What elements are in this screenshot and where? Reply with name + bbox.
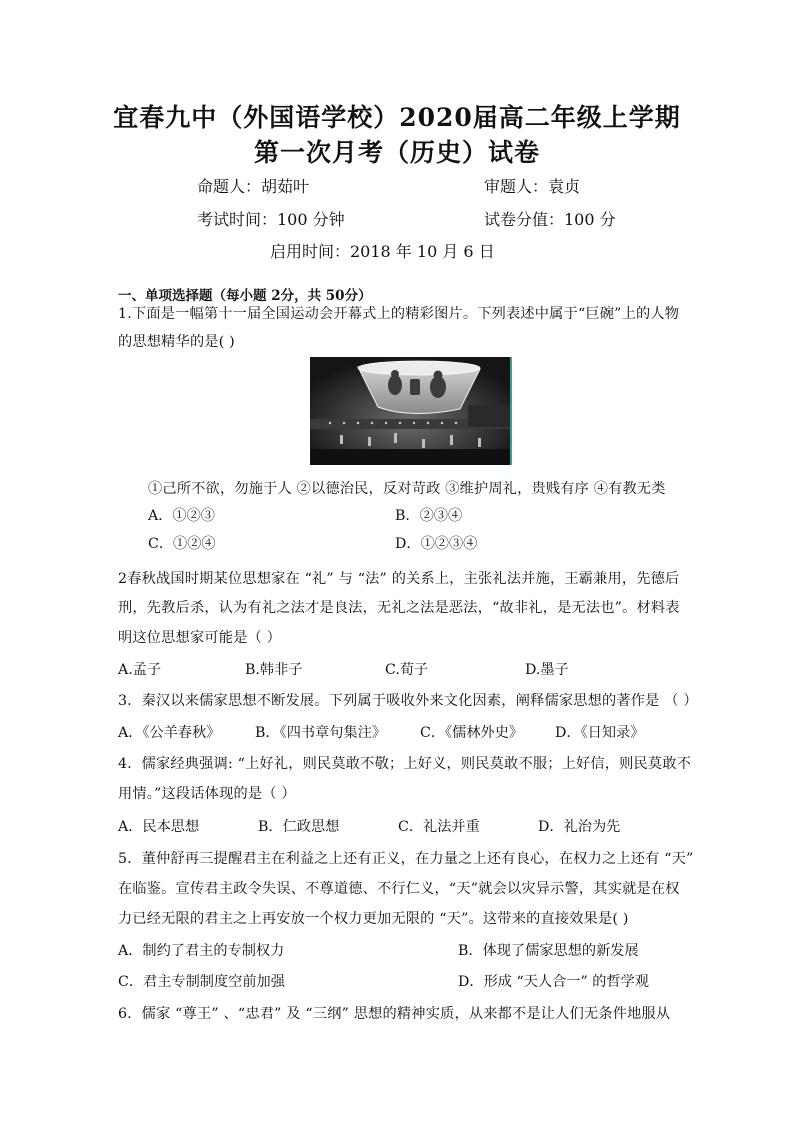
question-5-option-b: B．体现了儒家思想的新发展 <box>458 943 639 959</box>
question-4-option-d: D．礼治为先 <box>538 819 621 835</box>
question-2-option-d: D.墨子 <box>525 662 569 678</box>
question-3-option-c: C．《儒林外史》 <box>420 725 524 741</box>
question-5-option-a: A．制约了君主的专制权力 <box>118 943 285 959</box>
score-info: 试卷分值：100 分 <box>484 210 616 229</box>
question-1-option-a: A．①②③ <box>148 508 215 524</box>
question-4-line-1: 4．儒家经典强调: “上好礼，则民莫敢不敬；上好义，则民莫敢不服；上好信，则民莫敢不 <box>118 756 692 772</box>
question-2-line-1: 2春秋战国时期某位思想家在 “礼” 与 “法” 的关系上，主张礼法并施，王霸兼用，先德后 <box>118 571 680 587</box>
question-3-option-d: D．《日知录》 <box>555 725 645 741</box>
question-1-line-1: 1.下面是一幅第十一届全国运动会开幕式上的精彩图片。下列表述中属于“巨碗”上的人物 <box>118 306 680 322</box>
reviewer-info: 审题人：袁贞 <box>484 177 581 196</box>
question-2-option-a: A.孟子 <box>118 662 162 678</box>
question-5-option-d: D．形成 “天人合一” 的哲学观 <box>458 974 649 990</box>
question-1-line-2: 的思想精华的是( ) <box>118 334 235 350</box>
date-info: 启用时间：2018 年 10 月 6 日 <box>270 242 495 261</box>
question-3-option-a: A．《公羊春秋》 <box>118 725 221 741</box>
question-2-line-3: 明这位思想家可能是（ ） <box>118 630 281 646</box>
photo-illustration <box>310 357 510 465</box>
question-5-line-2: 在临鉴。宣传君主政令失误、不尊道德、不行仁义，“天”就会以灾异示警，其实就是在权 <box>118 881 680 897</box>
question-4-option-a: A．民本思想 <box>118 819 200 835</box>
opening-ceremony-photo <box>310 357 512 465</box>
question-5-line-3: 力已经无限的君主之上再安放一个权力更加无限的 “天”。这带来的直接效果是( ) <box>118 911 629 927</box>
question-4-line-2: 用情。”这段话体现的是（ ） <box>118 786 296 802</box>
question-6-line-1: 6．儒家 “尊王” 、“忠君” 及 “三纲” 思想的精神实质，从来都不是让人们无条件地服从 <box>118 1006 671 1022</box>
section-heading: 一、单项选择题（每小题 2分，共 50分） <box>118 288 372 304</box>
question-2-option-b: B.韩非子 <box>245 662 303 678</box>
question-5-option-c: C．君主专制制度空前加强 <box>118 974 285 990</box>
author-info: 命题人：胡茹叶 <box>197 177 310 196</box>
question-3-line-1: 3．秦汉以来儒家思想不断发展。下列属于吸收外来文化因素，阐释儒家思想的著作是 （ ） <box>118 693 698 709</box>
question-5-line-1: 5．董仲舒再三提醒君主在利益之上还有正义，在力量之上还有良心，在权力之上还有 “天” <box>118 851 694 867</box>
question-3-option-b: B．《四书章句集注》 <box>255 725 387 741</box>
question-1-option-b: B．②③④ <box>395 508 463 524</box>
question-2-option-c: C.荀子 <box>385 662 429 678</box>
question-1-statements: ①己所不欲，勿施于人 ②以德治民，反对苛政 ③维护周礼，贵贱有序 ④有教无类 <box>148 481 666 497</box>
question-4-option-b: B．仁政思想 <box>258 819 340 835</box>
exam-title-line1: 宜春九中（外国语学校）2020届高二年级上学期 <box>113 103 681 132</box>
question-4-option-c: C．礼法并重 <box>398 819 480 835</box>
question-2-line-2: 刑，先教后杀，认为有礼之法才是良法，无礼之法是恶法，“故非礼，是无法也”。材料表 <box>118 600 680 616</box>
exam-title-line2: 第一次月考（历史）试卷 <box>253 138 540 167</box>
question-1-option-c: C．①②④ <box>148 536 216 552</box>
duration-info: 考试时间：100 分钟 <box>197 210 345 229</box>
question-1-option-d: D．①②③④ <box>395 536 478 552</box>
